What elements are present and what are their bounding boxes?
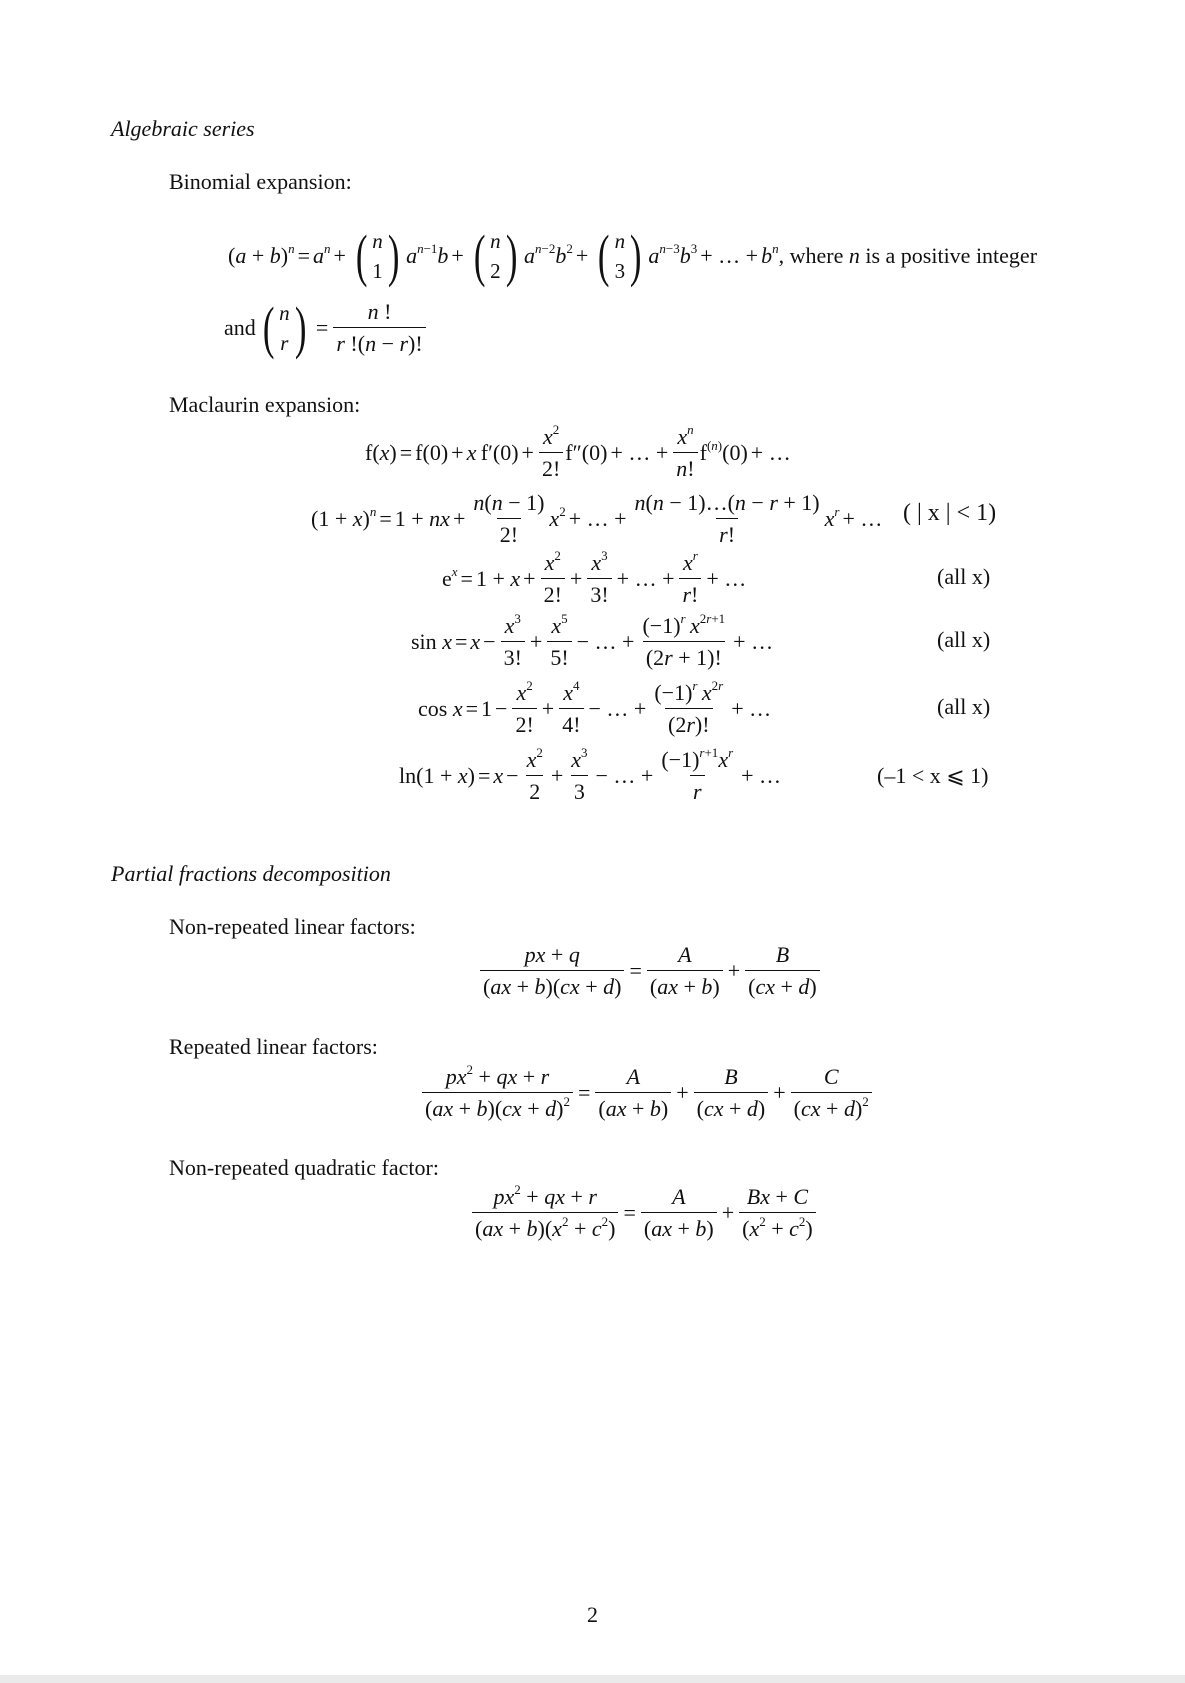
section-title-partial-fractions: Partial fractions decomposition <box>111 861 391 886</box>
sin-series-formula: sin x = x − $\frac{x^3}{3!}$ + $\frac{x^5}{5!}$ − … + $\frac{(-1)^r x^{2r+1}}{(2r + 1)!}$ + … <box>411 611 774 670</box>
ln-series-formula: ln(1 + x) = x − $\frac{x^2}{2}$ + $\frac{x^3}{3}$ − … + $\frac{(-1)^{r+1}x^r}{r}$ + … <box>399 745 782 804</box>
binomial-where: , where <box>778 243 844 268</box>
exp-series-condition: (all x) <box>937 564 991 589</box>
page-number: 2 <box>587 1602 598 1627</box>
binomial-n: n <box>848 243 860 268</box>
maclaurin-expansion-label: Maclaurin expansion: <box>169 392 361 417</box>
repeated-linear-formula: $\frac{px^2 + qx + r}{(ax + b)(cx + d)^2}$ = $\frac{A}{(ax + b)}$ + $\frac{B}{(cx + d)}$ + $\frac{C}{(cx + d)^2}$ <box>420 1060 874 1126</box>
nonrepeated-quadratic-formula: $\frac{px^2 + qx + r}{(ax + b)(x^2 + c^2)}$ = $\frac{A}{(ax + b)}$ + $\frac{Bx + C}{(x^2 + c^2)}$ <box>470 1180 818 1246</box>
nonrepeated-quadratic-label: Non-repeated quadratic factor: <box>169 1155 439 1180</box>
page-bottom-border <box>0 1675 1185 1683</box>
repeated-linear-label: Repeated linear factors: <box>169 1034 378 1059</box>
nonrepeated-linear-formula: $\frac{px + q}{(ax + b)(cx + d)}$ = $\frac{A}{(ax + b)}$ + $\frac{B}{(cx + d)}$ <box>478 938 822 1004</box>
section-title-algebraic-series: Algebraic series <box>111 116 255 141</box>
exp-series-formula: $e^x$ = 1 + x + $\frac{x^2}{2!}$ + $\frac{x^3}{3!}$ + … + $\frac{x^r}{r!}$ + … <box>442 548 747 607</box>
binomial-series-formula: $(1 + x)^n$ = 1 + nx + $\frac{n(n - 1)}{2!}$ $x^2$ + … + $\frac{n(n - 1)\dots(n - r + 1)}{r!}$ $x^r$ + … <box>311 490 883 547</box>
sin-series-condition: (all x) <box>937 627 991 652</box>
ncr-definition: and ( n r ) = $\frac{n !}{r !(n - r)!}$ <box>224 291 428 365</box>
binomial-formula: $(a + b)^n$ = $a^n$ + ( n 1 ) $a^{n-1}b$ + ( n 2 ) $a^{n-2}b^2$ + ( n 3 ) $a^{n-3}b^3$ + … + $b^n$ , where n is a positive integer <box>228 223 1038 288</box>
maclaurin-formula: f(x) = f(0) + x f′(0) + $\frac{x^2}{2!}$ f″(0) + … + $\frac{x^n}{n!}$ $f^{(n)}(0)$ + … <box>365 422 791 481</box>
binomial-condition: is a positive integer <box>865 243 1038 268</box>
ln-series-condition: (–1 < x ⩽ 1) <box>877 763 989 788</box>
cos-series-formula: cos x = 1 − $\frac{x^2}{2!}$ + $\frac{x^4}{4!}$ − … + $\frac{(-1)^r x^{2r}}{(2r)!}$ + … <box>418 678 772 737</box>
and-label: and <box>224 315 256 340</box>
cos-series-condition: (all x) <box>937 694 991 719</box>
binomial-expansion-label: Binomial expansion: <box>169 169 352 194</box>
nonrepeated-linear-label: Non-repeated linear factors: <box>169 914 416 939</box>
binomial-series-condition: ( | x | < 1) <box>903 500 997 526</box>
